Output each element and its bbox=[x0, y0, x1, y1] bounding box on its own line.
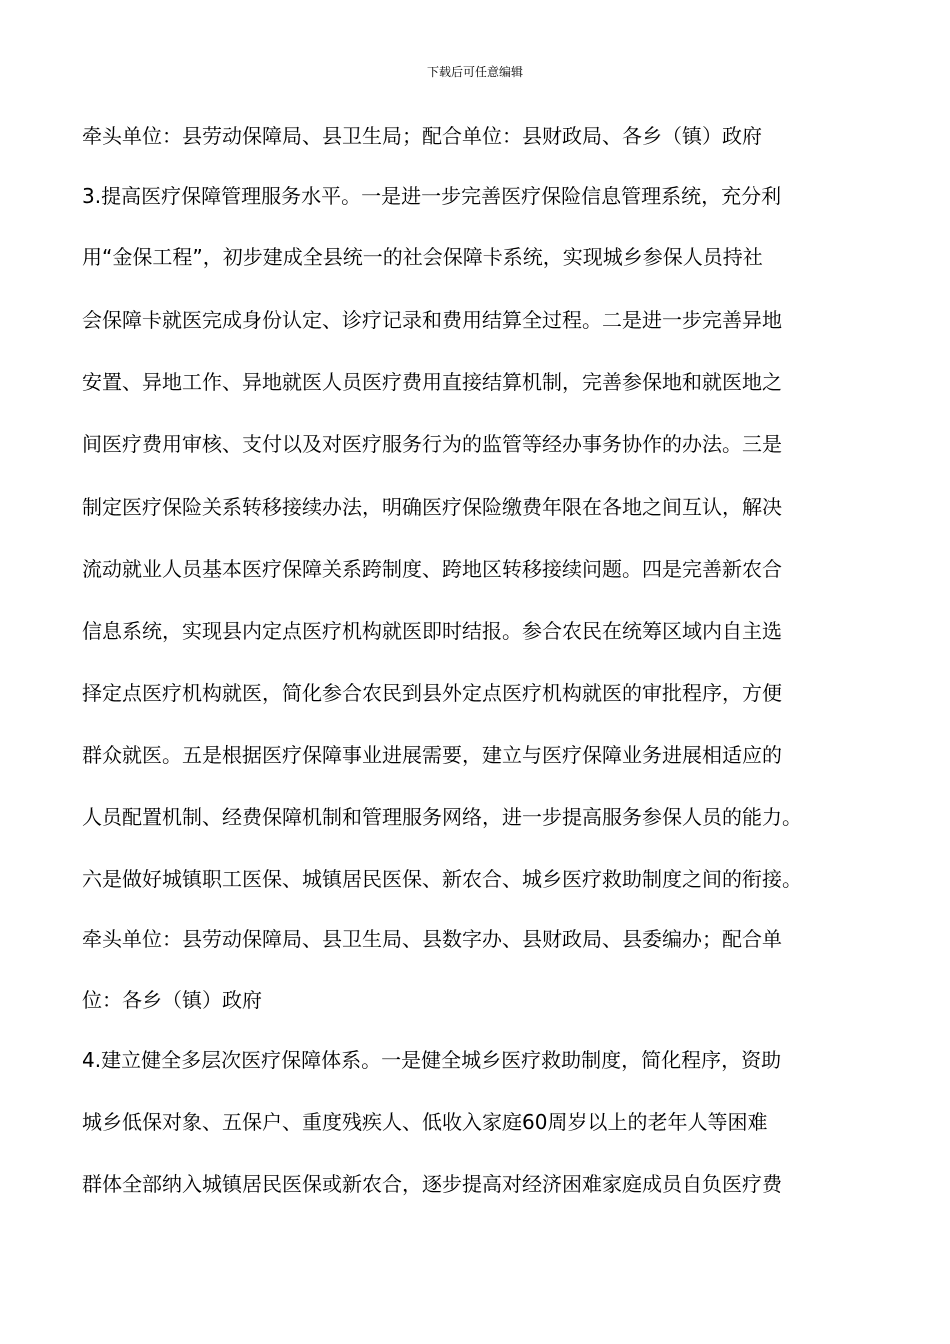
text-line: 择定点医疗机构就医，简化参合农民到县外定点医疗机构就医的审批程序，方便 bbox=[82, 681, 782, 705]
text-line: 群众就医。五是根据医疗保障事业进展需要，建立与医疗保障业务进展相适应的 bbox=[82, 743, 782, 767]
text-line: 六是做好城镇职工医保、城镇居民医保、新农合、城乡医疗救助制度之间的衔接。 bbox=[82, 867, 802, 891]
text-line: 城乡低保对象、五保户、重度残疾人、低收入家庭60周岁以上的老年人等困难 bbox=[82, 1110, 768, 1134]
text-line: 流动就业人员基本医疗保障关系跨制度、跨地区转移接续问题。四是完善新农合 bbox=[82, 557, 782, 581]
text-line: 群体全部纳入城镇居民医保或新农合，逐步提高对经济困难家庭成员自负医疗费 bbox=[82, 1172, 782, 1196]
text-line: 人员配置机制、经费保障机制和管理服务网络，进一步提高服务参保人员的能力。 bbox=[82, 805, 802, 829]
text-line: 安置、异地工作、异地就医人员医疗费用直接结算机制，完善参保地和就医地之 bbox=[82, 370, 782, 394]
text-line: 间医疗费用审核、支付以及对医疗服务行为的监管等经办事务协作的办法。三是 bbox=[82, 432, 782, 456]
text-line: 3.提高医疗保障管理服务水平。一是进一步完善医疗保险信息管理系统，充分利 bbox=[82, 184, 782, 208]
text-line: 牵头单位：县劳动保障局、县卫生局、县数字办、县财政局、县委编办；配合单 bbox=[82, 927, 782, 951]
text-line: 4.建立健全多层次医疗保障体系。一是健全城乡医疗救助制度，简化程序，资助 bbox=[82, 1048, 782, 1072]
page-header: 下载后可任意编辑 bbox=[426, 65, 523, 79]
text-line: 会保障卡就医完成身份认定、诊疗记录和费用结算全过程。二是进一步完善异地 bbox=[82, 308, 782, 332]
text-line: 信息系统，实现县内定点医疗机构就医即时结报。参合农民在统筹区域内自主选 bbox=[82, 619, 782, 643]
text-line: 制定医疗保险关系转移接续办法，明确医疗保险缴费年限在各地之间互认，解决 bbox=[82, 495, 782, 519]
text-line: 位：各乡（镇）政府 bbox=[82, 988, 262, 1012]
text-line: 用“金保工程”，初步建成全县统一的社会保障卡系统，实现城乡参保人员持社 bbox=[82, 245, 763, 269]
text-line: 牵头单位：县劳动保障局、县卫生局；配合单位：县财政局、各乡（镇）政府 bbox=[82, 124, 762, 148]
